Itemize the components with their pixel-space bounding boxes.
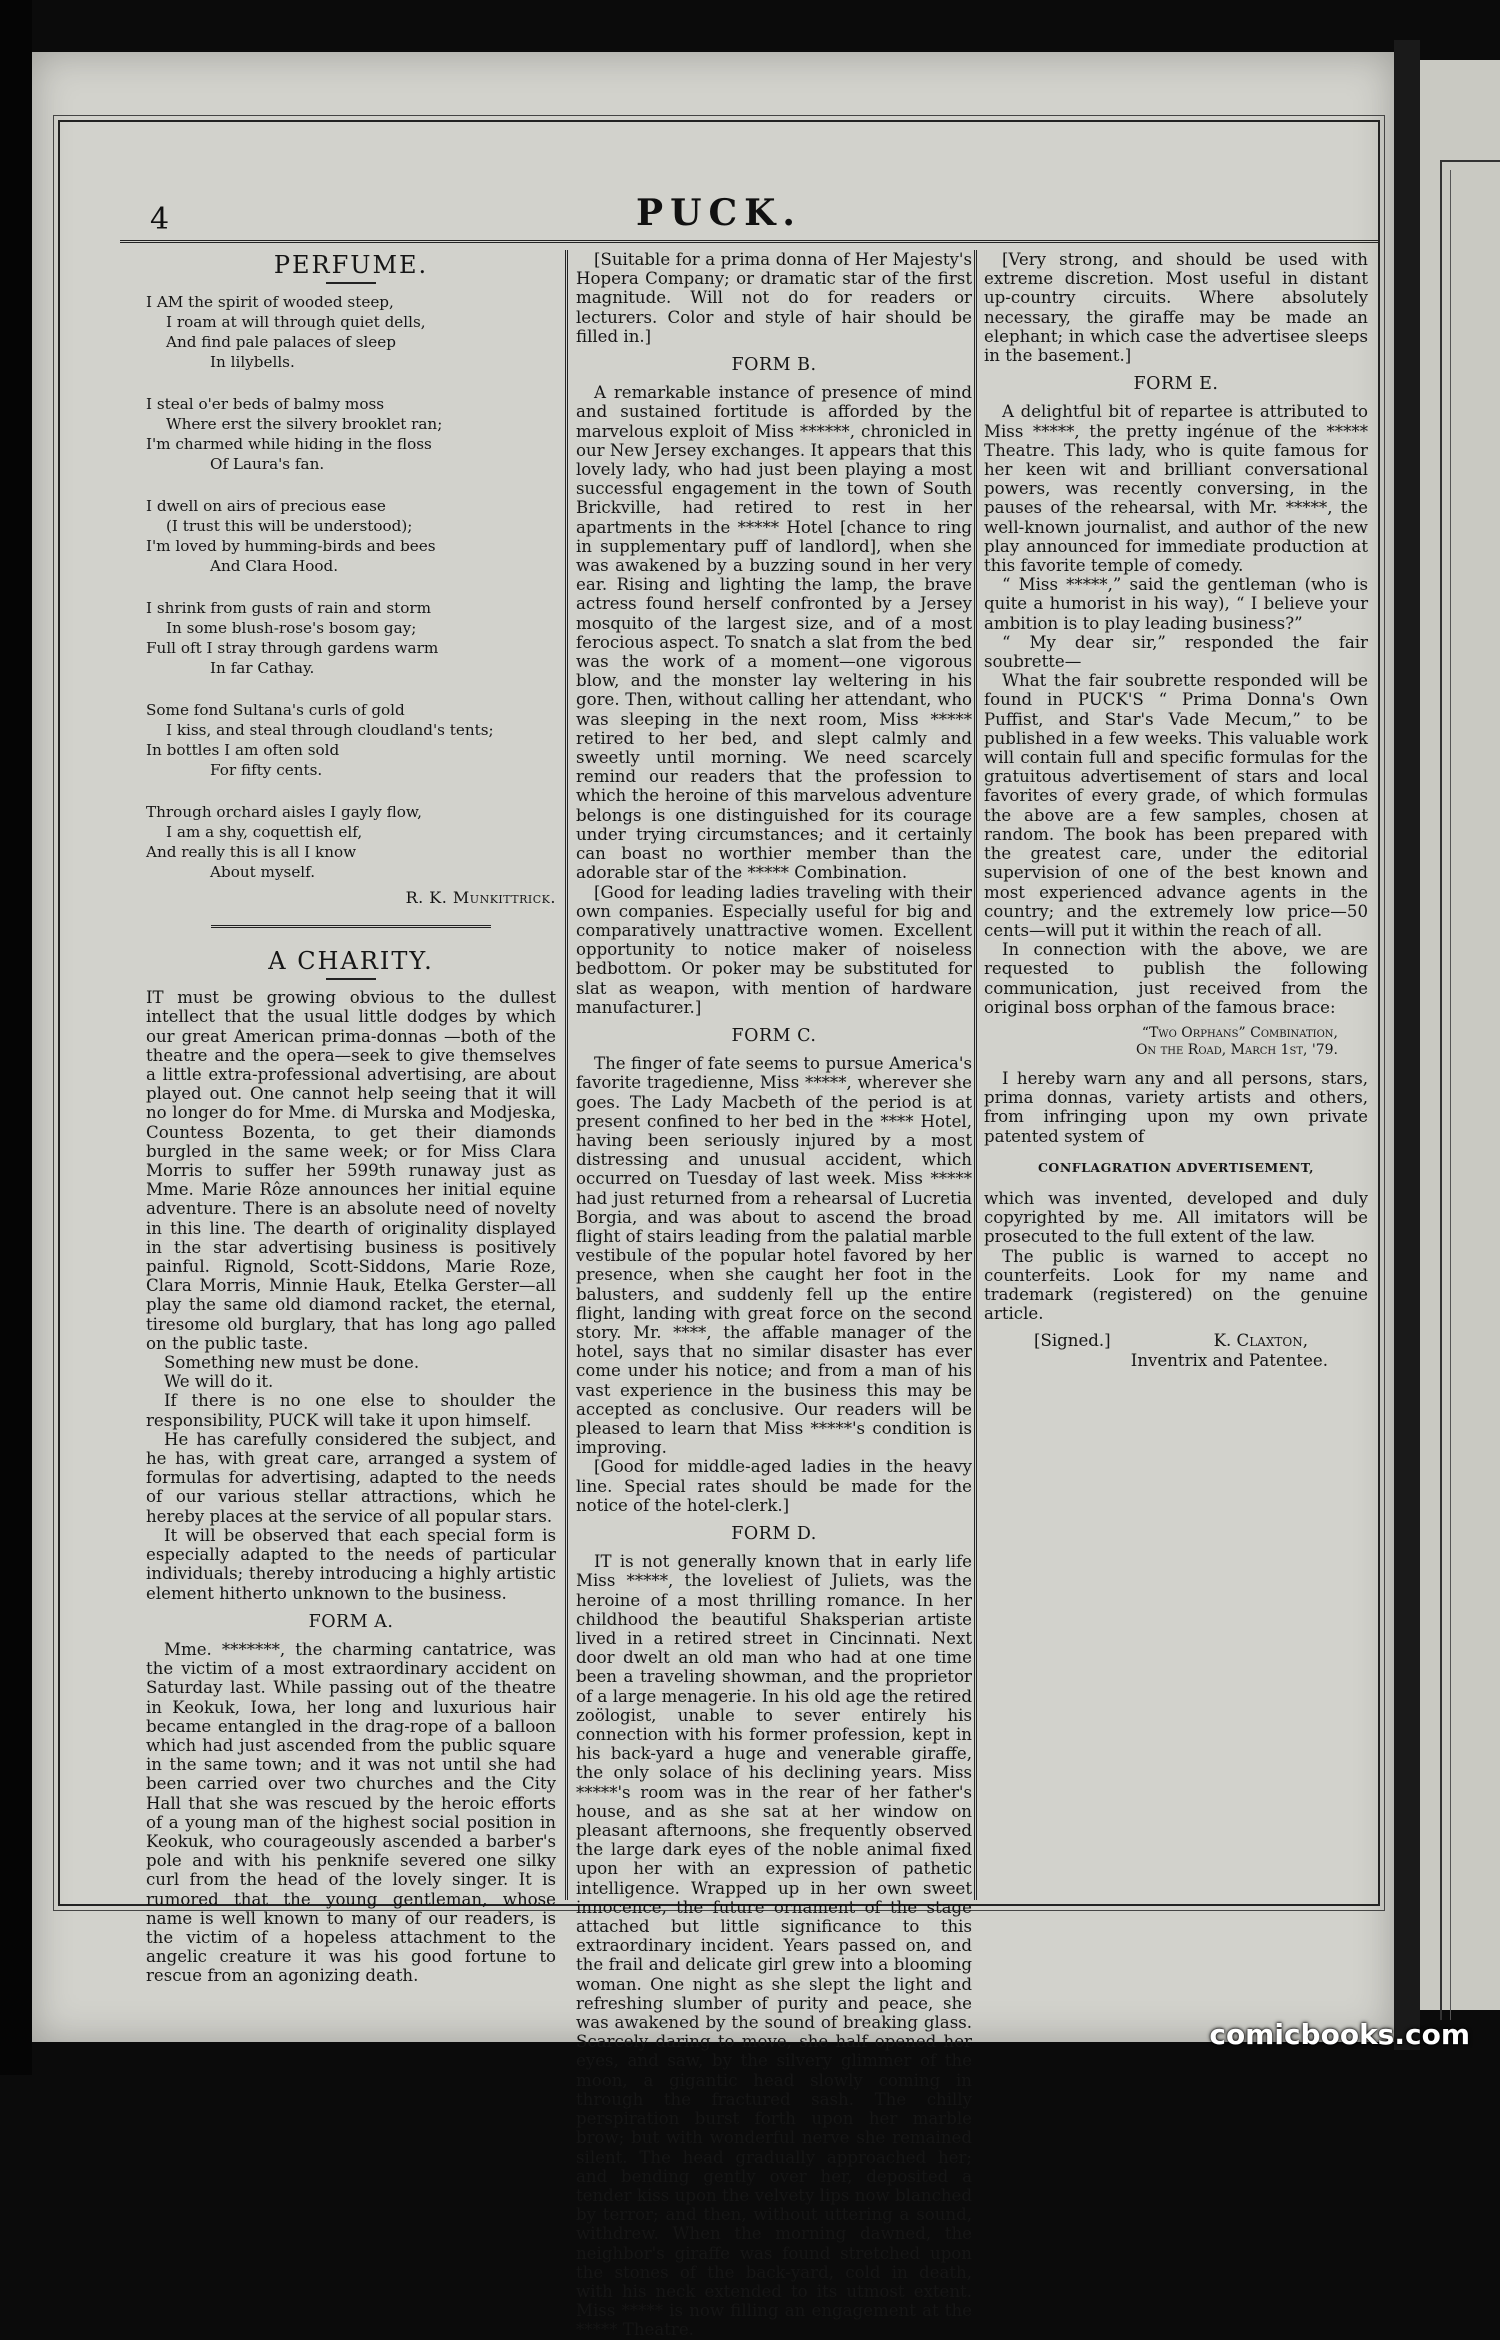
form-e-paragraph: “ My dear sir,” responded the fair soubrette— xyxy=(984,632,1368,672)
signed-title: Inventrix and Patentee. xyxy=(1130,1350,1328,1370)
poem-line: I dwell on airs of precious ease xyxy=(146,497,386,515)
form-c-paragraph: The finger of fate seems to pursue America's favorite tragedienne, Miss *****, wherever she goes. The Lady Macbeth of the period is at present confined to her bed in the **** Hotel, having been seriously injured by a most distressing and unusual accident, which occurred on Tuesday of last week. Miss ***** had just returned from a rehearsal of Lucretia Borgia, and was about to ascend the broad flight of stairs leading from the palatial marble vestibule of the popular hotel favored by her presence, when she caught her foot in the balusters, and suddenly fell up the entire flight, landing with great force on the second story. Mr. ****, the affable manager of the hotel, says that no similar disaster has ever come under his notice; and from a man of his vast experience in the business this may be accepted as conclusive. Our readers will be pleased to learn that Miss *****'s condition is improving. xyxy=(576,1054,972,1458)
dateline-line: On the Road, March 1st, '79. xyxy=(1135,1041,1338,1058)
column-1 xyxy=(146,250,556,1986)
poem-line: In some blush-rose's bosom gay; xyxy=(166,619,417,637)
charity-paragraph: If there is no one else to shoulder the responsibility, PUCK will take it upon himself. xyxy=(146,1391,556,1430)
signed-name: K. Claxton, xyxy=(1213,1331,1308,1351)
poem-line: In lilybells. xyxy=(210,353,295,371)
poem-line: I am a shy, coquettish elf, xyxy=(166,823,363,841)
charity-paragraph: It will be observed that each special form is especially adapted to the needs of particular individuals; thereby introducing a highly artistic element hitherto unknown to the business. xyxy=(146,1525,556,1603)
scan-border-left xyxy=(0,0,32,2075)
signed-label: [Signed.] xyxy=(1034,1331,1111,1351)
form-b-note: [Good for leading ladies traveling with their own companies. Especially useful for big and comparatively unattractive women. Excellent opportunity to notice maker of noiseless bedbottom. Or poker may be substituted for slat as weapon, with mention of hardware manufacturer.] xyxy=(576,882,972,1017)
form-b-paragraph: A remarkable instance of presence of mind and sustained fortitude is afforded by the marvelous exploit of Miss ******, chronicled in our New Jersey exchanges. It appears that this lovely lady, who had just been playing a most successful engagement in the town of South Brickville, had retired to rest in her apartments in the ***** Hotel [chance to ring in supplementary puff of landlord], when she was awakened by a buzzing sound in her very ear. Rising and lighting the lamp, the brave actress found herself confronted by a Jersey mosquito of the largest size, and of a most ferocious aspect. To snatch a slat from the bed was the work of a moment—one vigorous blow, and the monster lay weltering in his gore. Then, without calling her attendant, who was sleeping in the next room, Miss ***** retired to her bed, and slept calmly and sweetly until morning. We need scarcely remind our readers that the profession to which the heroine of this marvelous adventure belongs is one distinguished for its courage under trying circumstances; and it certainly can boast no worthier member than the adorable star of the ***** Combination. xyxy=(576,383,972,883)
public-paragraph: The public is warned to accept no counterfeits. Look for my name and trademark (registered) on the genuine article. xyxy=(984,1246,1368,1324)
charity-paragraph: He has carefully considered the subject, and he has, with great care, arranged a system of formulas for advertising, adapted to the needs of our various stellar attractions, which he hereby places at the service of all popular stars. xyxy=(146,1429,556,1526)
dateline xyxy=(984,1025,1338,1059)
watermark: comicbooks.com xyxy=(1209,2018,1470,2051)
form-a-title: FORM A. xyxy=(308,1611,394,1632)
signature-block xyxy=(984,1331,1368,1369)
poem-line: Some fond Sultana's curls of gold xyxy=(146,701,405,719)
form-e-paragraph: A delightful bit of repartee is attributed to Miss *****, the pretty ingénue of the ***** Theatre. This lady, who is quite famous for her keen wit and brilliant conversational powers, was recently conversing, in the pauses of the rehearsal, with Mr. *****, the well-known journalist, and author of the new play announced for immediate production at this favorite temple of comedy. xyxy=(984,402,1368,576)
form-a-note: [Suitable for a prima donna of Her Majesty's Hopera Company; or dramatic star of the first magnitude. Will not do for readers or lecturers. Color and style of hair should be filled in.] xyxy=(576,250,972,346)
invented-paragraph: which was invented, developed and duly copyrighted by me. All imitators will be prosecuted to the full extent of the law. xyxy=(984,1188,1368,1247)
masthead: PUCK. xyxy=(636,192,802,234)
stanza xyxy=(146,292,556,372)
poem-line: And find pale palaces of sleep xyxy=(166,333,396,351)
poem-line: About myself. xyxy=(210,863,316,881)
form-e-paragraph: In connection with the above, we are requested to publish the following communication, just received from the original boss orphan of the famous brace: xyxy=(984,940,1368,1017)
charity-paragraph: Something new must be done. xyxy=(164,1353,420,1373)
poem-line: I'm charmed while hiding in the floss xyxy=(146,435,432,453)
charity-title: A CHARITY. xyxy=(268,947,434,976)
poem-line: I'm loved by humming-birds and bees xyxy=(146,537,436,555)
form-b-title: FORM B. xyxy=(731,355,817,376)
charity-paragraph: We will do it. xyxy=(164,1372,274,1392)
section-rule xyxy=(211,925,491,928)
poem-line: (I trust this will be understood); xyxy=(166,517,413,535)
poem-line: Where erst the silvery brooklet ran; xyxy=(166,415,443,433)
title-rule xyxy=(326,978,376,980)
next-page-edge xyxy=(1420,60,1500,2010)
page-gutter xyxy=(1394,40,1420,2050)
form-a-paragraph: Mme. *******, the charming cantatrice, was the victim of a most extraordinary accident on Saturday last. While passing out of the theatre in Keokuk, Iowa, her long and luxurious hair became entangled in the drag-rope of a balloon which had just ascended from the public square in the same town; and it was not until she had been carried over two churches and the City Hall that she was rescued by the heroic efforts of a young man of the highest social position in Keokuk, who courageously ascended a barber's pole and with his penknife severed one silky curl from the head of the lovely singer. It is rumored that the young gentleman, whose name is well known to many of our readers, is the victim of a hopeless attachment to the angelic creature it was his good fortune to rescue from an agonizing death. xyxy=(146,1639,556,1986)
poem-line: Of Laura's fan. xyxy=(210,455,325,473)
form-e-title: FORM E. xyxy=(1133,374,1219,395)
poem-title: PERFUME. xyxy=(273,251,429,279)
title-rule xyxy=(326,282,376,284)
dateline-line: “Two Orphans” Combination, xyxy=(1141,1024,1338,1041)
column-3 xyxy=(984,250,1368,1370)
form-d-paragraph: IT is not generally known that in early life Miss *****, the loveliest of Juliets, was the heroine of a most thrilling romance. In her childhood the beautiful Shaksperian artiste lived in a retired street in Cincinnati. Next door dwelt an old man who had at one time been a traveling showman, and the proprietor of a large menagerie. In his old age the retired zoölogist, unable to sever entirely his connection with his former profession, kept in his back-yard a huge and venerable giraffe, the only solace of his declining years. Miss *****'s room was in the rear of her father's house, and as she sat at her window on pleasant afternoons, she frequently observed the large dark eyes of the noble animal fixed upon her with an expression of pathetic intelligence. Wrapped up in her own sweet innocence, the future ornament of the stage attached but little significance to this extraordinary incident. Years passed on, and the frail and delicate girl grew into a blooming woman. One night as she slept the light and refreshing slumber of purity and peace, she was awakened by the sound of breaking glass. Scarcely daring to move, she half opened her eyes, and saw, by the silvery glimmer of the moon, a gigantic head slowly coming in through the fractured sash. The chilly perspiration burst forth upon her marble brow; but with wonderful nerve she remained silent. The head gradually approached her; and bending gently over her, deposited a tender kiss upon the velvety lips now blanched by terror; and then, without uttering a sound, withdrew. When the morning dawned, the neighbor's giraffe was found stretched upon the stones of the back-yard, cold in death, with his neck extended to its utmost extent. Miss ***** is now filling an engagement at the ***** Theatre. xyxy=(576,1552,972,2340)
poem-line: For fifty cents. xyxy=(210,761,323,779)
charity-paragraph: IT must be growing obvious to the dullest intellect that the usual little dodges by which our great American prima-donnas —both of the theatre and the opera—seek to give themselves a little extra-professional advertising, are about played out. One cannot help seeing that it will no longer do for Mme. di Murska and Modjeska, Countess Bozenta, to get their diamonds burgled in the same week; or for Miss Clara Morris to suffer her 599th runaway just as Mme. Marie Rôze announces her initial equine adventure. There is an absolute need of novelty in this line. The dearth of originality displayed in the star advertising business is positively painful. Rignold, Scott-Siddons, Marie Roze, Clara Morris, Minnie Hauk, Etelka Gerster—all play the same old diamond racket, the eternal, tiresome old burglary, that has long ago palled on the public taste. xyxy=(146,988,556,1353)
poem-line: I kiss, and steal through cloudland's tents; xyxy=(166,721,494,739)
stanza xyxy=(146,700,556,780)
stanza xyxy=(146,394,556,474)
form-c-title: FORM C. xyxy=(731,1025,817,1046)
conflagration-heading: CONFLAGRATION ADVERTISEMENT, xyxy=(1037,1159,1314,1175)
form-e-paragraph: What the fair soubrette responded will be found in PUCK'S “ Prima Donna's Own Puffist, and Star's Vade Mecum,” to be published in a few weeks. This valuable work will contain full and specific formulas for the gratuitous advertisement of stars and local favorites of every grade, of which formulas the above are a few samples, chosen at random. The book has been prepared with the greatest care, under the editorial supervision of one of the best known and most experienced advance agents in the country; and the extremely low price—50 cents—will put it within the reach of all. xyxy=(984,671,1368,940)
poem-line: Full oft I stray through gardens warm xyxy=(146,639,439,657)
poem-line: I steal o'er beds of balmy moss xyxy=(146,395,385,413)
form-e-paragraph: “ Miss *****,” said the gentleman (who is quite a humorist in his way), “ I believe your ambition is to play leading business?” xyxy=(984,575,1368,633)
poem-line: In bottles I am often sold xyxy=(146,741,340,759)
poem-line: And Clara Hood. xyxy=(210,557,339,575)
poem-line: I shrink from gusts of rain and storm xyxy=(146,599,432,617)
header-rule xyxy=(120,240,1378,243)
poem-line: And really this is all I know xyxy=(146,843,357,861)
poem xyxy=(146,292,556,882)
page-number: 4 xyxy=(150,202,170,237)
poem-line: I roam at will through quiet dells, xyxy=(166,313,426,331)
stanza xyxy=(146,598,556,678)
poem-line: I AM the spirit of wooded steep, xyxy=(146,293,394,311)
column-rule-1 xyxy=(565,250,568,1900)
stanza xyxy=(146,802,556,882)
stanza xyxy=(146,496,556,576)
form-d-note: [Very strong, and should be used with extreme discretion. Most useful in distant up-country circuits. Where absolutely necessary, the giraffe may be made an elephant; in which case the advertisee sleeps in the basement.] xyxy=(984,250,1368,366)
poem-line: Through orchard aisles I gayly flow, xyxy=(146,803,422,821)
column-2 xyxy=(576,250,972,2340)
form-c-note: [Good for middle-aged ladies in the heavy line. Special rates should be made for the notice of the hotel-clerk.] xyxy=(576,1457,972,1515)
poem-line: In far Cathay. xyxy=(210,659,315,677)
poem-author: R. K. Munkittrick. xyxy=(405,888,556,907)
column-rule-2 xyxy=(974,250,977,1900)
form-d-title: FORM D. xyxy=(731,1524,817,1544)
warning-paragraph: I hereby warn any and all persons, stars, prima donnas, variety artists and others, from infringing upon my own private patented system of xyxy=(984,1068,1368,1146)
page-header xyxy=(60,122,1378,240)
